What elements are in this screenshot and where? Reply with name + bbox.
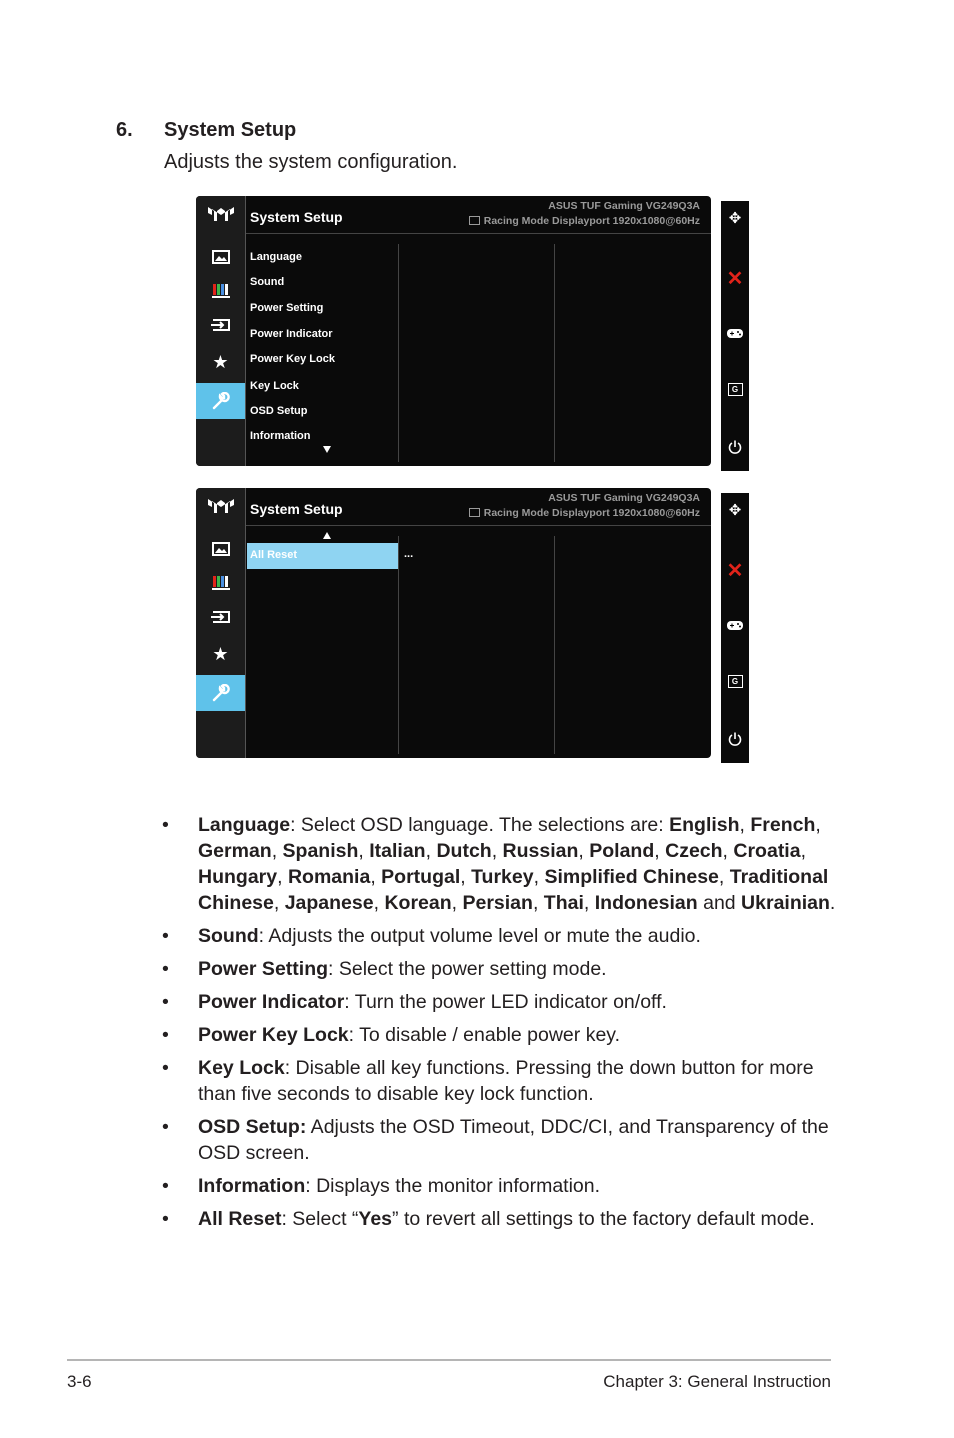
osd-menu-item-label: All Reset bbox=[250, 549, 298, 561]
item-term: OSD Setup: bbox=[198, 1116, 307, 1138]
image-icon[interactable] bbox=[196, 531, 245, 567]
language-option: Russian bbox=[502, 840, 579, 862]
item-text: : Select “ bbox=[281, 1208, 359, 1230]
osd-menu-item[interactable]: Power Key Lock bbox=[250, 353, 335, 365]
language-option: German bbox=[198, 840, 272, 862]
language-option: Poland bbox=[589, 840, 655, 862]
osd-item-value: ... bbox=[404, 548, 414, 560]
star-icon[interactable]: ★ bbox=[212, 643, 229, 664]
item-emphasis: Yes bbox=[358, 1208, 393, 1230]
osd-sidebar bbox=[196, 196, 245, 466]
language-option: Spanish bbox=[282, 840, 359, 862]
close-icon[interactable]: ✕ bbox=[726, 267, 744, 290]
feature-list bbox=[162, 812, 842, 1239]
osd-menu-item[interactable]: Language bbox=[250, 251, 302, 263]
item-text: : Disable all key functions. Pressing the down button for more than five seconds to disable key lock function. bbox=[198, 1057, 814, 1105]
language-option: Indonesian bbox=[594, 892, 698, 914]
language-option: Italian bbox=[369, 840, 426, 862]
list-item-key-lock bbox=[162, 1055, 842, 1107]
osd-header-line bbox=[246, 233, 711, 234]
power-icon[interactable] bbox=[721, 435, 749, 459]
list-item-language bbox=[162, 812, 842, 916]
section-description: Adjusts the system configuration. bbox=[164, 151, 458, 173]
language-option: Dutch bbox=[436, 840, 492, 862]
osd-menu-item[interactable]: Information bbox=[250, 430, 311, 442]
language-option: Czech bbox=[665, 840, 723, 862]
osd-mode-text: Racing Mode Displayport 1920x1080@60Hz bbox=[483, 507, 700, 519]
osd-key-strip bbox=[721, 201, 749, 471]
osd-menu-item[interactable]: Key Lock bbox=[250, 380, 299, 392]
language-option: Portugal bbox=[381, 866, 461, 888]
language-option: Romania bbox=[287, 866, 371, 888]
wrench-icon[interactable] bbox=[196, 383, 245, 419]
item-text: Adjusts the OSD Timeout, DDC/CI, and Transparency of the OSD screen. bbox=[198, 1116, 829, 1164]
language-option: Traditional Chinese bbox=[198, 866, 829, 914]
bullet-dot: • bbox=[162, 1024, 169, 1046]
item-term: Sound bbox=[198, 925, 259, 947]
osd-screen-page-2 bbox=[196, 488, 711, 758]
osd-header-line bbox=[246, 525, 711, 526]
osd-menu-item[interactable]: Sound bbox=[250, 276, 285, 288]
osd-column-divider bbox=[398, 244, 399, 462]
bullet-dot: • bbox=[162, 1175, 169, 1197]
osd-sidebar-divider bbox=[245, 196, 246, 466]
list-item-power-indicator bbox=[162, 989, 842, 1015]
item-term: Power Setting bbox=[198, 958, 329, 980]
item-term: Key Lock bbox=[198, 1057, 285, 1079]
item-text: : Select OSD language. The selections are: bbox=[290, 814, 670, 836]
bullet-dot: • bbox=[162, 1116, 169, 1138]
item-text: : To disable / enable power key. bbox=[348, 1024, 621, 1046]
language-option: Persian bbox=[462, 892, 533, 914]
scroll-up-arrow-icon[interactable] bbox=[323, 532, 331, 539]
language-option: Korean bbox=[384, 892, 452, 914]
bullet-dot: • bbox=[162, 991, 169, 1013]
osd-column-divider bbox=[398, 536, 399, 754]
page-number: 3-6 bbox=[67, 1372, 92, 1391]
gameplus-label: G bbox=[728, 675, 743, 688]
item-term: Language bbox=[198, 814, 291, 836]
osd-key-strip bbox=[721, 493, 749, 763]
osd-menu-item-selected[interactable] bbox=[247, 543, 398, 569]
gameplus-icon[interactable] bbox=[721, 669, 749, 693]
gamepad-icon[interactable] bbox=[721, 613, 749, 637]
language-option: English bbox=[669, 814, 740, 836]
osd-sidebar bbox=[196, 488, 245, 758]
chapter-title: Chapter 3: General Instruction bbox=[603, 1372, 831, 1391]
osd-column-divider bbox=[554, 536, 555, 754]
list-item-power-setting bbox=[162, 956, 842, 982]
bullet-dot: • bbox=[162, 958, 169, 980]
osd-mode bbox=[469, 215, 700, 227]
list-item-osd-setup bbox=[162, 1114, 842, 1166]
list-item-all-reset bbox=[162, 1206, 842, 1232]
power-icon[interactable] bbox=[721, 727, 749, 751]
osd-title: System Setup bbox=[250, 501, 343, 517]
wrench-icon[interactable] bbox=[196, 675, 245, 711]
language-option: French bbox=[750, 814, 816, 836]
item-text: ” to revert all settings to the factory default mode. bbox=[392, 1208, 815, 1230]
bullet-dot: • bbox=[162, 925, 169, 947]
language-option: Turkey bbox=[471, 866, 534, 888]
list-item-information bbox=[162, 1173, 842, 1199]
osd-model: ASUS TUF Gaming VG249Q3A bbox=[548, 492, 700, 504]
osd-header bbox=[246, 488, 711, 525]
bullet-dot: • bbox=[162, 814, 169, 836]
item-text: : Select the power setting mode. bbox=[328, 958, 607, 980]
list-item-power-key-lock bbox=[162, 1022, 842, 1048]
language-option: Simplified Chinese bbox=[544, 866, 719, 888]
tuf-logo-icon bbox=[196, 488, 245, 524]
item-term: Information bbox=[198, 1175, 306, 1197]
osd-mode bbox=[469, 507, 700, 519]
list-item-sound bbox=[162, 923, 842, 949]
scroll-down-arrow-icon[interactable] bbox=[323, 446, 331, 453]
star-icon[interactable]: ★ bbox=[212, 351, 229, 372]
osd-menu-item[interactable]: Power Setting bbox=[250, 302, 324, 314]
item-term: All Reset bbox=[198, 1208, 282, 1230]
input-icon[interactable] bbox=[196, 599, 245, 635]
gamepad-icon[interactable] bbox=[721, 321, 749, 345]
osd-menu-item[interactable]: Power Indicator bbox=[250, 328, 333, 340]
image-icon[interactable] bbox=[196, 239, 245, 275]
osd-menu-item[interactable]: OSD Setup bbox=[250, 405, 308, 417]
joystick-icon[interactable]: ✥ bbox=[728, 502, 742, 519]
section-number: 6. bbox=[116, 119, 133, 141]
osd-screen-page-1 bbox=[196, 196, 711, 466]
close-icon[interactable]: ✕ bbox=[726, 559, 744, 582]
input-icon[interactable] bbox=[196, 307, 245, 343]
osd-title: System Setup bbox=[250, 209, 343, 225]
tuf-logo-icon bbox=[196, 196, 245, 232]
item-text: : Displays the monitor information. bbox=[305, 1175, 601, 1197]
osd-model: ASUS TUF Gaming VG249Q3A bbox=[548, 200, 700, 212]
footer-divider bbox=[67, 1359, 831, 1361]
bullet-dot: • bbox=[162, 1057, 169, 1079]
language-option: Hungary bbox=[198, 866, 278, 888]
item-term: Power Key Lock bbox=[198, 1024, 349, 1046]
language-option: Ukrainian bbox=[741, 892, 830, 914]
osd-header bbox=[246, 196, 711, 233]
language-option: Thai bbox=[543, 892, 584, 914]
osd-sidebar-divider bbox=[245, 488, 246, 758]
color-icon[interactable] bbox=[196, 565, 245, 601]
item-text: : Adjusts the output volume level or mute the audio. bbox=[258, 925, 701, 947]
language-list: English, French, German, Spanish, Italian, Dutch, Russian, Poland, Czech, Croatia, Hungary, Romania, Portugal, Turkey, Simplified Chinese, Traditional Chinese, Japanese, Korean, Persian, Thai, Indonesian and Ukrainian. bbox=[198, 814, 836, 914]
monitor-icon bbox=[469, 508, 480, 517]
bullet-dot: • bbox=[162, 1208, 169, 1230]
item-term: Power Indicator bbox=[198, 991, 345, 1013]
monitor-icon bbox=[469, 216, 480, 225]
joystick-icon[interactable]: ✥ bbox=[728, 210, 742, 227]
language-option: Japanese bbox=[284, 892, 374, 914]
color-icon[interactable] bbox=[196, 273, 245, 309]
language-option: Croatia bbox=[733, 840, 801, 862]
osd-column-divider bbox=[554, 244, 555, 462]
section-title: System Setup bbox=[164, 119, 297, 141]
osd-mode-text: Racing Mode Displayport 1920x1080@60Hz bbox=[483, 215, 700, 227]
gameplus-icon[interactable] bbox=[721, 377, 749, 401]
item-text: : Turn the power LED indicator on/off. bbox=[344, 991, 667, 1013]
gameplus-label: G bbox=[728, 383, 743, 396]
